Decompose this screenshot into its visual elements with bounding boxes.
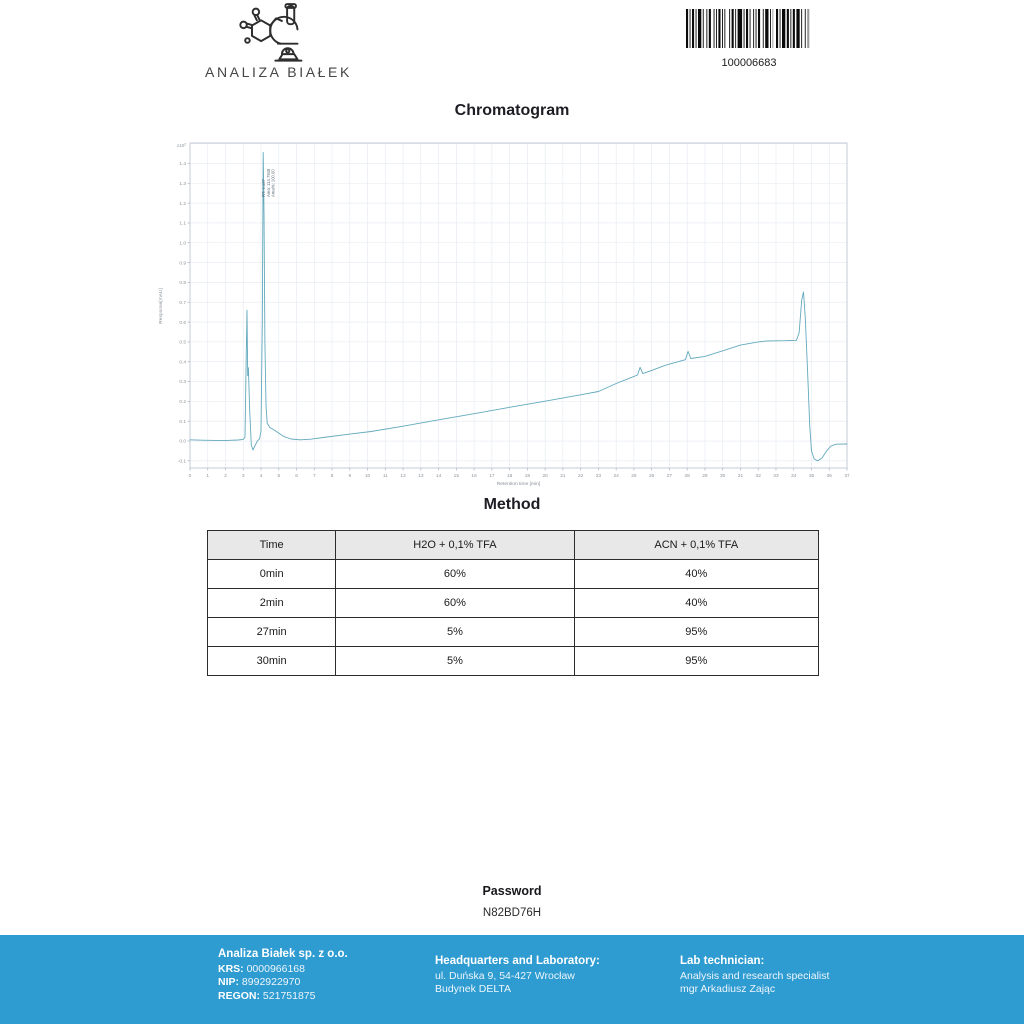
svg-text:11: 11 (382, 474, 388, 479)
svg-text:10: 10 (364, 474, 371, 479)
svg-text:30: 30 (720, 474, 726, 479)
chromatogram-chart (150, 135, 865, 495)
barcode-image (686, 9, 812, 48)
svg-text:12: 12 (400, 474, 406, 479)
table-header-cell: Time (208, 531, 336, 560)
table-cell: 5% (336, 618, 574, 647)
svg-text:1.2: 1.2 (179, 201, 186, 207)
logo-block (205, 2, 351, 80)
svg-text:27: 27 (666, 474, 673, 479)
svg-text:5: 5 (277, 474, 281, 479)
footer-address-line: ul. Duńska 9, 54-427 Wrocław (435, 969, 575, 982)
svg-text:18: 18 (506, 474, 513, 479)
svg-text:29: 29 (702, 474, 708, 479)
table-cell: 5% (336, 647, 574, 676)
svg-text:0.2: 0.2 (179, 400, 186, 406)
svg-text:0.6: 0.6 (179, 320, 186, 326)
footer-technician (680, 955, 829, 997)
footer-address-title: Headquarters and Laboratory: (435, 955, 600, 967)
footer-company (218, 948, 348, 1003)
svg-text:1.3: 1.3 (179, 181, 186, 187)
svg-text:14: 14 (435, 474, 442, 479)
table-header-cell: H2O + 0,1% TFA (336, 531, 574, 560)
svg-text:0.1: 0.1 (179, 419, 186, 425)
password-value: N82BD76H (482, 907, 542, 919)
svg-text:8: 8 (330, 474, 334, 479)
svg-text:3: 3 (241, 474, 245, 479)
svg-text:1.1: 1.1 (179, 221, 186, 227)
table-row (208, 589, 819, 618)
svg-text:15: 15 (453, 474, 460, 479)
svg-text:0.9: 0.9 (179, 261, 186, 267)
footer-company-name: Analiza Białek sp. z o.o. (218, 948, 348, 960)
table-cell: 2min (208, 589, 336, 618)
svg-text:RT: 4.137: RT: 4.137 (261, 179, 266, 197)
table-cell: 40% (574, 589, 818, 618)
svg-text:7: 7 (312, 474, 316, 479)
svg-text:34: 34 (791, 474, 797, 479)
table-header-row (208, 531, 819, 560)
svg-text:13: 13 (418, 474, 424, 479)
chromatogram-title: Chromatogram (454, 102, 570, 119)
svg-text:2: 2 (224, 474, 227, 479)
table-cell: 95% (574, 647, 818, 676)
chromatogram-plot (150, 135, 865, 495)
svg-text:1.0: 1.0 (179, 241, 186, 247)
footer-technician-line: Analysis and research specialist (680, 969, 830, 982)
svg-text:32: 32 (755, 474, 761, 479)
footer-regon: REGON: 521751875 (218, 989, 316, 1002)
svg-text:1: 1 (206, 474, 210, 479)
brand-name: ANALIZA BIAŁEK (205, 64, 352, 80)
footer-nip: NIP: 8992922970 (218, 976, 301, 988)
footer-technician-line: mgr Arkadiusz Zając (680, 983, 776, 995)
svg-text:0.7: 0.7 (179, 300, 186, 306)
table-row (208, 560, 819, 589)
svg-text:19: 19 (524, 474, 531, 479)
svg-text:Retention time [min]: Retention time [min] (496, 482, 541, 487)
svg-text:35: 35 (808, 474, 815, 479)
svg-text:23: 23 (595, 474, 602, 479)
barcode-block (686, 9, 812, 69)
footer-krs: KRS: 0000966168 (218, 962, 305, 975)
table-row (208, 647, 819, 676)
footer (0, 935, 1024, 1024)
table-cell: 40% (574, 560, 818, 589)
svg-text:20: 20 (542, 474, 548, 479)
table-row (208, 618, 819, 647)
svg-text:25: 25 (631, 474, 637, 479)
method-table (207, 530, 819, 676)
footer-technician-title: Lab technician: (680, 955, 765, 967)
table-header-cell: ACN + 0,1% TFA (574, 531, 818, 560)
molecule-microscope-icon (239, 2, 317, 62)
svg-text:0.3: 0.3 (179, 380, 186, 386)
footer-address (435, 955, 600, 997)
svg-text:16: 16 (471, 474, 477, 479)
svg-text:6: 6 (295, 474, 298, 479)
svg-text:0: 0 (188, 474, 192, 479)
svg-text:33: 33 (773, 474, 779, 479)
svg-text:26: 26 (649, 474, 655, 479)
svg-text:4: 4 (259, 474, 263, 479)
svg-text:21: 21 (560, 474, 566, 479)
svg-text:0.5: 0.5 (179, 340, 186, 346)
svg-text:22: 22 (577, 474, 584, 479)
password-label: Password (482, 884, 542, 898)
method-title: Method (483, 496, 541, 513)
table-cell: 60% (336, 589, 574, 618)
svg-text:Response[mAU]: Response[mAU] (159, 288, 164, 324)
svg-text:28: 28 (684, 474, 690, 479)
table-cell: 60% (336, 560, 574, 589)
svg-text:Area: 114.7948: Area: 114.7948 (265, 168, 271, 197)
svg-text:0.4: 0.4 (179, 360, 186, 366)
svg-text:0.0: 0.0 (179, 439, 186, 445)
svg-text:-0.1: -0.1 (177, 459, 186, 465)
table-cell: 0min (208, 560, 336, 589)
svg-text:x102: $x10^2$ (177, 142, 186, 148)
barcode-number: 100006683 (721, 57, 777, 69)
svg-text:1.4: 1.4 (179, 162, 186, 168)
table-cell: 30min (208, 647, 336, 676)
password-block (0, 884, 1024, 919)
svg-text:Area%: 100.00: Area%: 100.00 (270, 169, 276, 197)
footer-address-line: Budynek DELTA (435, 983, 512, 995)
svg-text:17: 17 (489, 474, 495, 479)
svg-text:31: 31 (737, 474, 744, 479)
svg-text:9: 9 (348, 474, 352, 479)
table-cell: 95% (574, 618, 818, 647)
svg-text:24: 24 (613, 474, 619, 479)
svg-text:36: 36 (826, 474, 832, 479)
svg-text:37: 37 (844, 474, 850, 479)
svg-text:0.8: 0.8 (179, 281, 186, 287)
table-cell: 27min (208, 618, 336, 647)
